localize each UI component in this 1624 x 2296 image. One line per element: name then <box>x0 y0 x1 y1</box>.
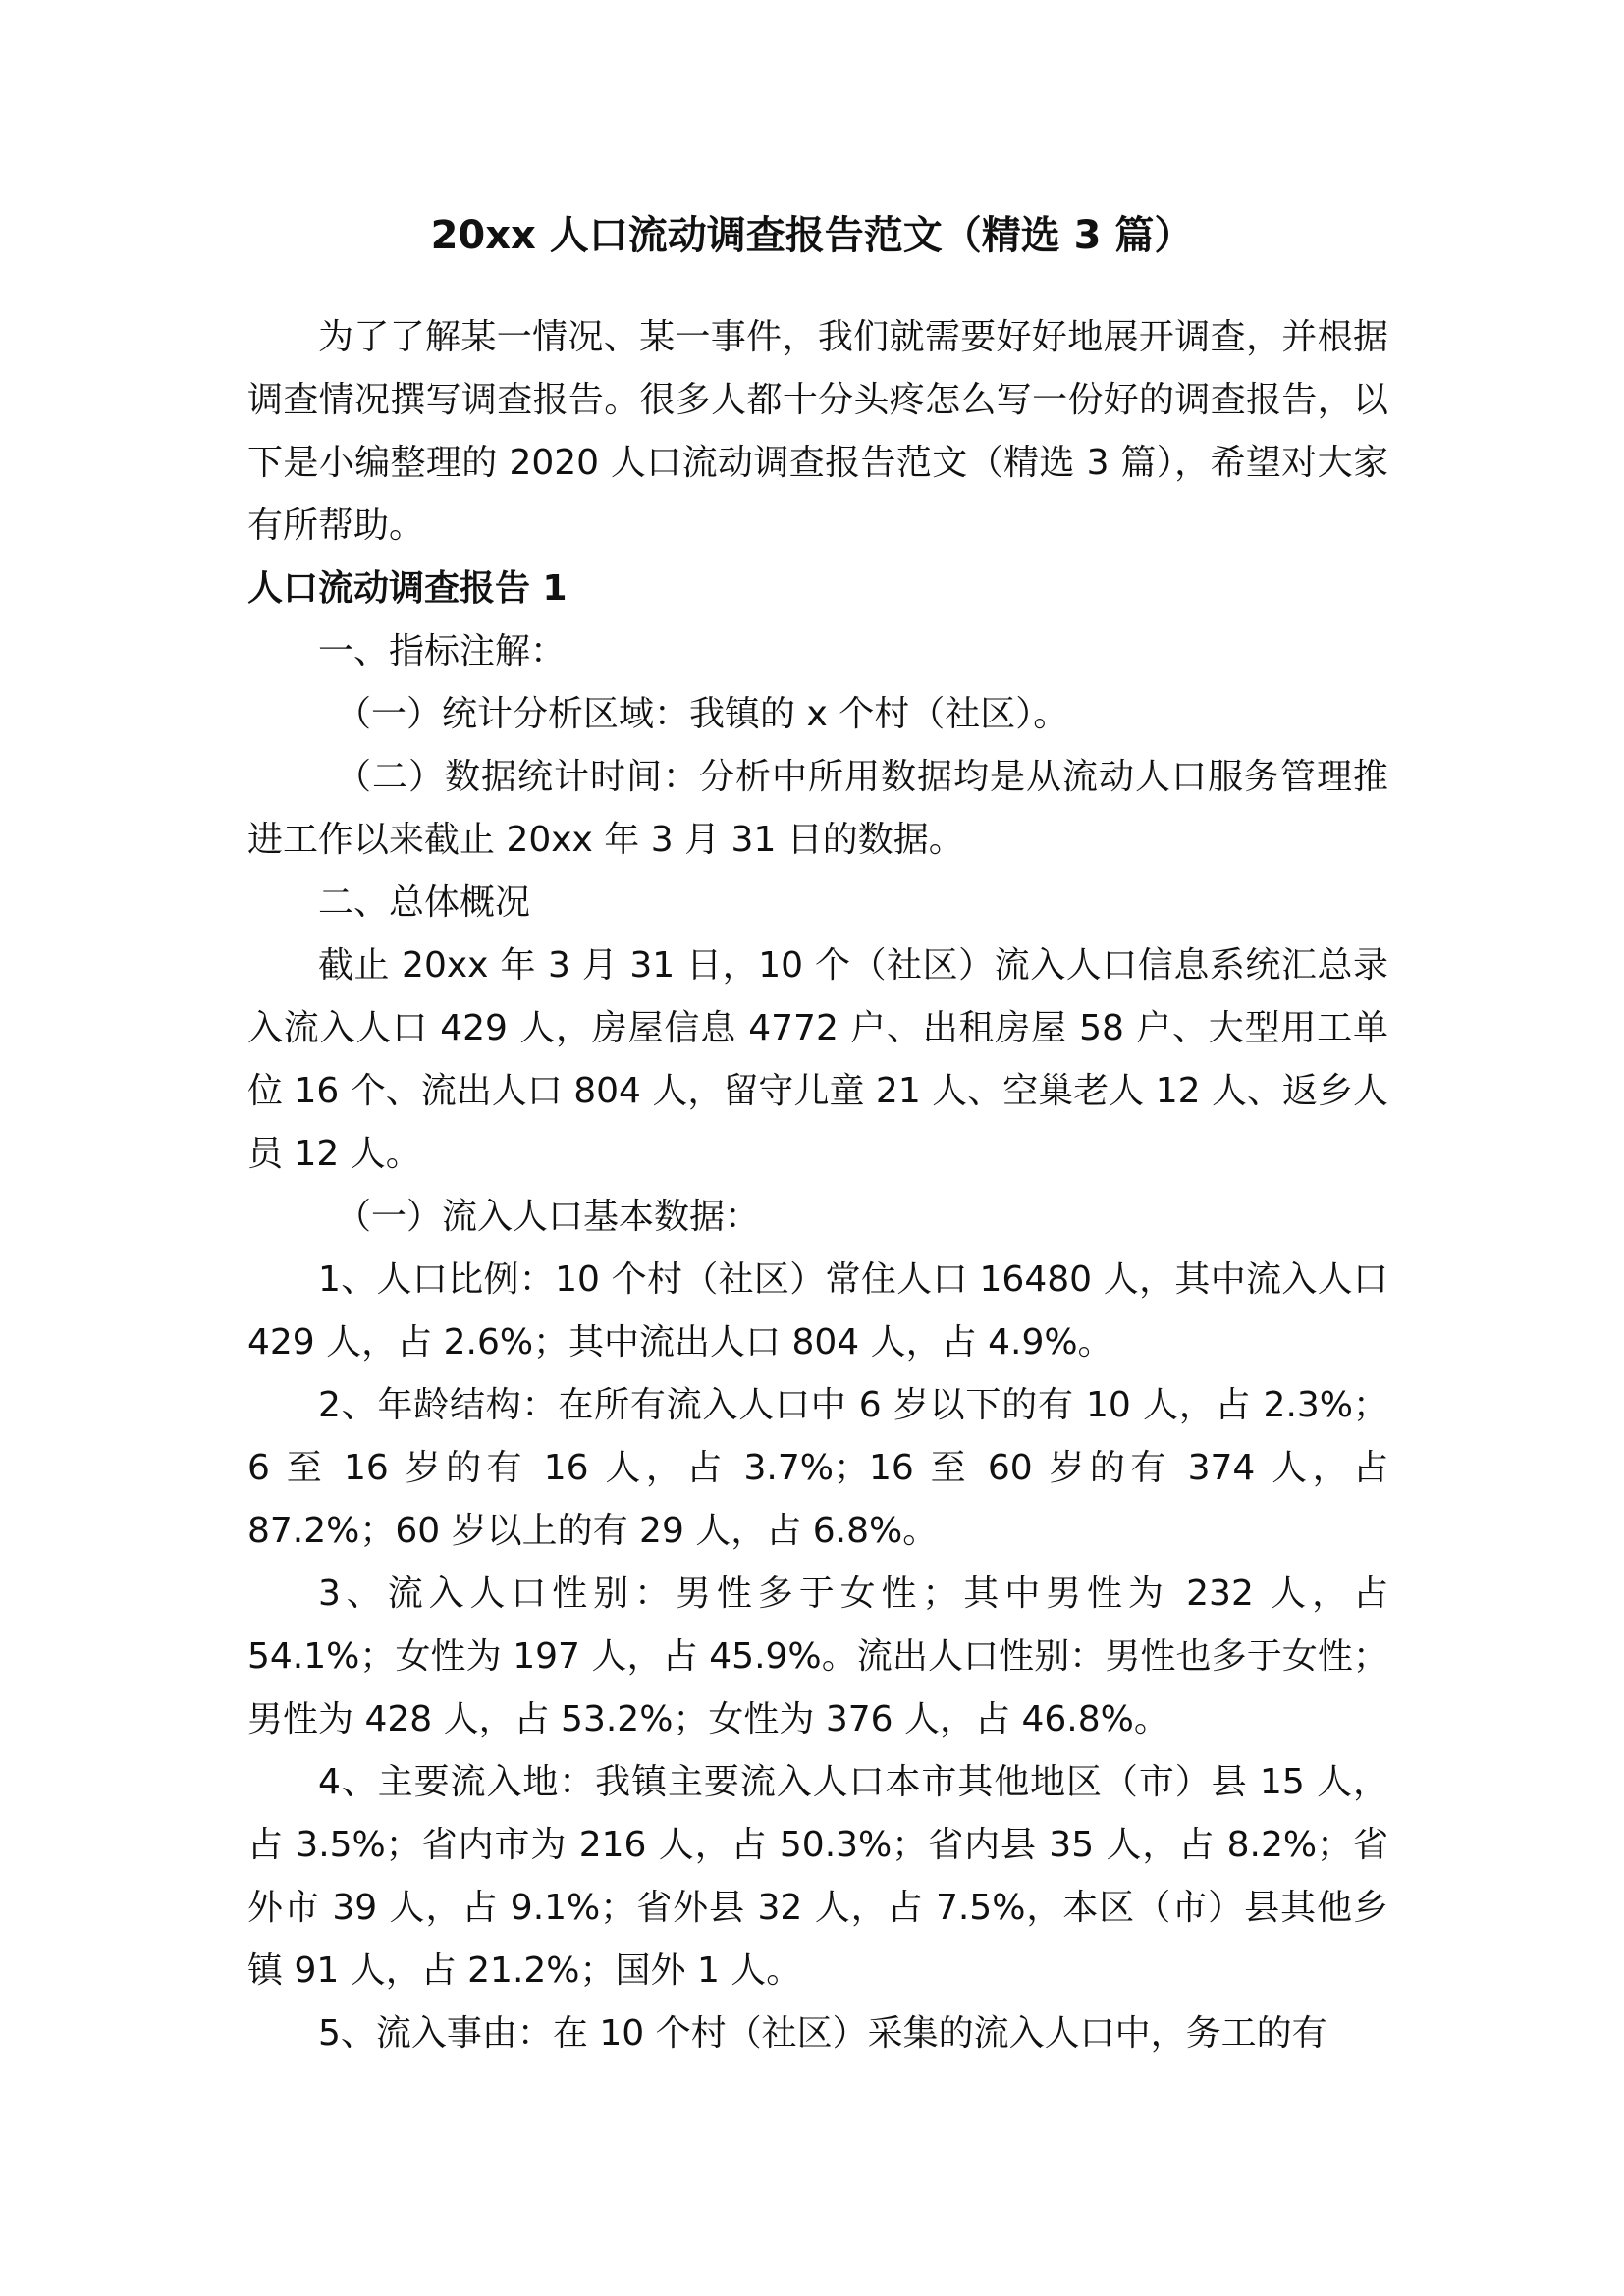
item-main-origin: 4、主要流入地：我镇主要流入人口本市其他地区（市）县 15 人，占 3.5%；省内市为 216 人，占 50.3%；省内县 35 人，占 8.2%；省外市 39 人，占 9.1%；省外县 32 人，占 7.5%，本区（市）县其他乡镇 91 人，占 21.2%；国外 1 人。 <box>247 1762 1388 1991</box>
item-analysis-area: （一）统计分析区域：我镇的 x 个村（社区）。 <box>336 694 1069 734</box>
item-age-structure: 2、年龄结构：在所有流入人口中 6 岁以下的有 10 人，占 2.3%；6 至 16 岁的有 16 人，占 3.7%；16 至 60 岁的有 374 人，占 87.2%；60 岁以上的有 29 人，占 6.8%。 <box>247 1385 1388 1551</box>
subsection-heading-indicators: 一、指标注解： <box>318 631 567 671</box>
item-gender: 3、流入人口性别：男性多于女性；其中男性为 232 人，占 54.1%；女性为 197 人，占 45.9%。流出人口性别：男性也多于女性；男性为 428 人，占 53.2%；女性为 376 人，占 46.8%。 <box>247 1574 1388 1739</box>
section-heading: 人口流动调查报告 1 <box>247 568 568 609</box>
item-population-ratio: 1、人口比例：10 个村（社区）常住人口 16480 人，其中流入人口 429 人，占 2.6%；其中流出人口 804 人，占 4.9%。 <box>247 1259 1388 1362</box>
item-inflow-basic-data: （一）流入人口基本数据： <box>336 1197 761 1237</box>
item-statistics-time: （二）数据统计时间：分析中所用数据均是从流动人口服务管理推进工作以来截止 20xx 年 3 月 31 日的数据。 <box>247 757 1388 860</box>
subsection-heading-overview: 二、总体概况 <box>318 882 531 923</box>
intro-paragraph: 为了了解某一情况、某一事件，我们就需要好好地展开调查，并根据调查情况撰写调查报告。很多人都十分头疼怎么写一份好的调查报告，以下是小编整理的 2020 人口流动调查报告范文（精选 3 篇），希望对大家有所帮助。 <box>247 317 1388 546</box>
overview-paragraph: 截止 20xx 年 3 月 31 日，10 个（社区）流入人口信息系统汇总录入流入人口 429 人，房屋信息 4772 户、出租房屋 58 户、大型用工单位 16 个、流出人口 804 人，留守儿童 21 人、空巢老人 12 人、返乡人员 12 人。 <box>247 945 1388 1174</box>
document-title: 20xx 人口流动调查报告范文（精选 3 篇） <box>430 213 1194 258</box>
item-inflow-reason: 5、流入事由：在 10 个村（社区）采集的流入人口中，务工的有 <box>318 2013 1327 2054</box>
document-body <box>247 306 1388 2065</box>
